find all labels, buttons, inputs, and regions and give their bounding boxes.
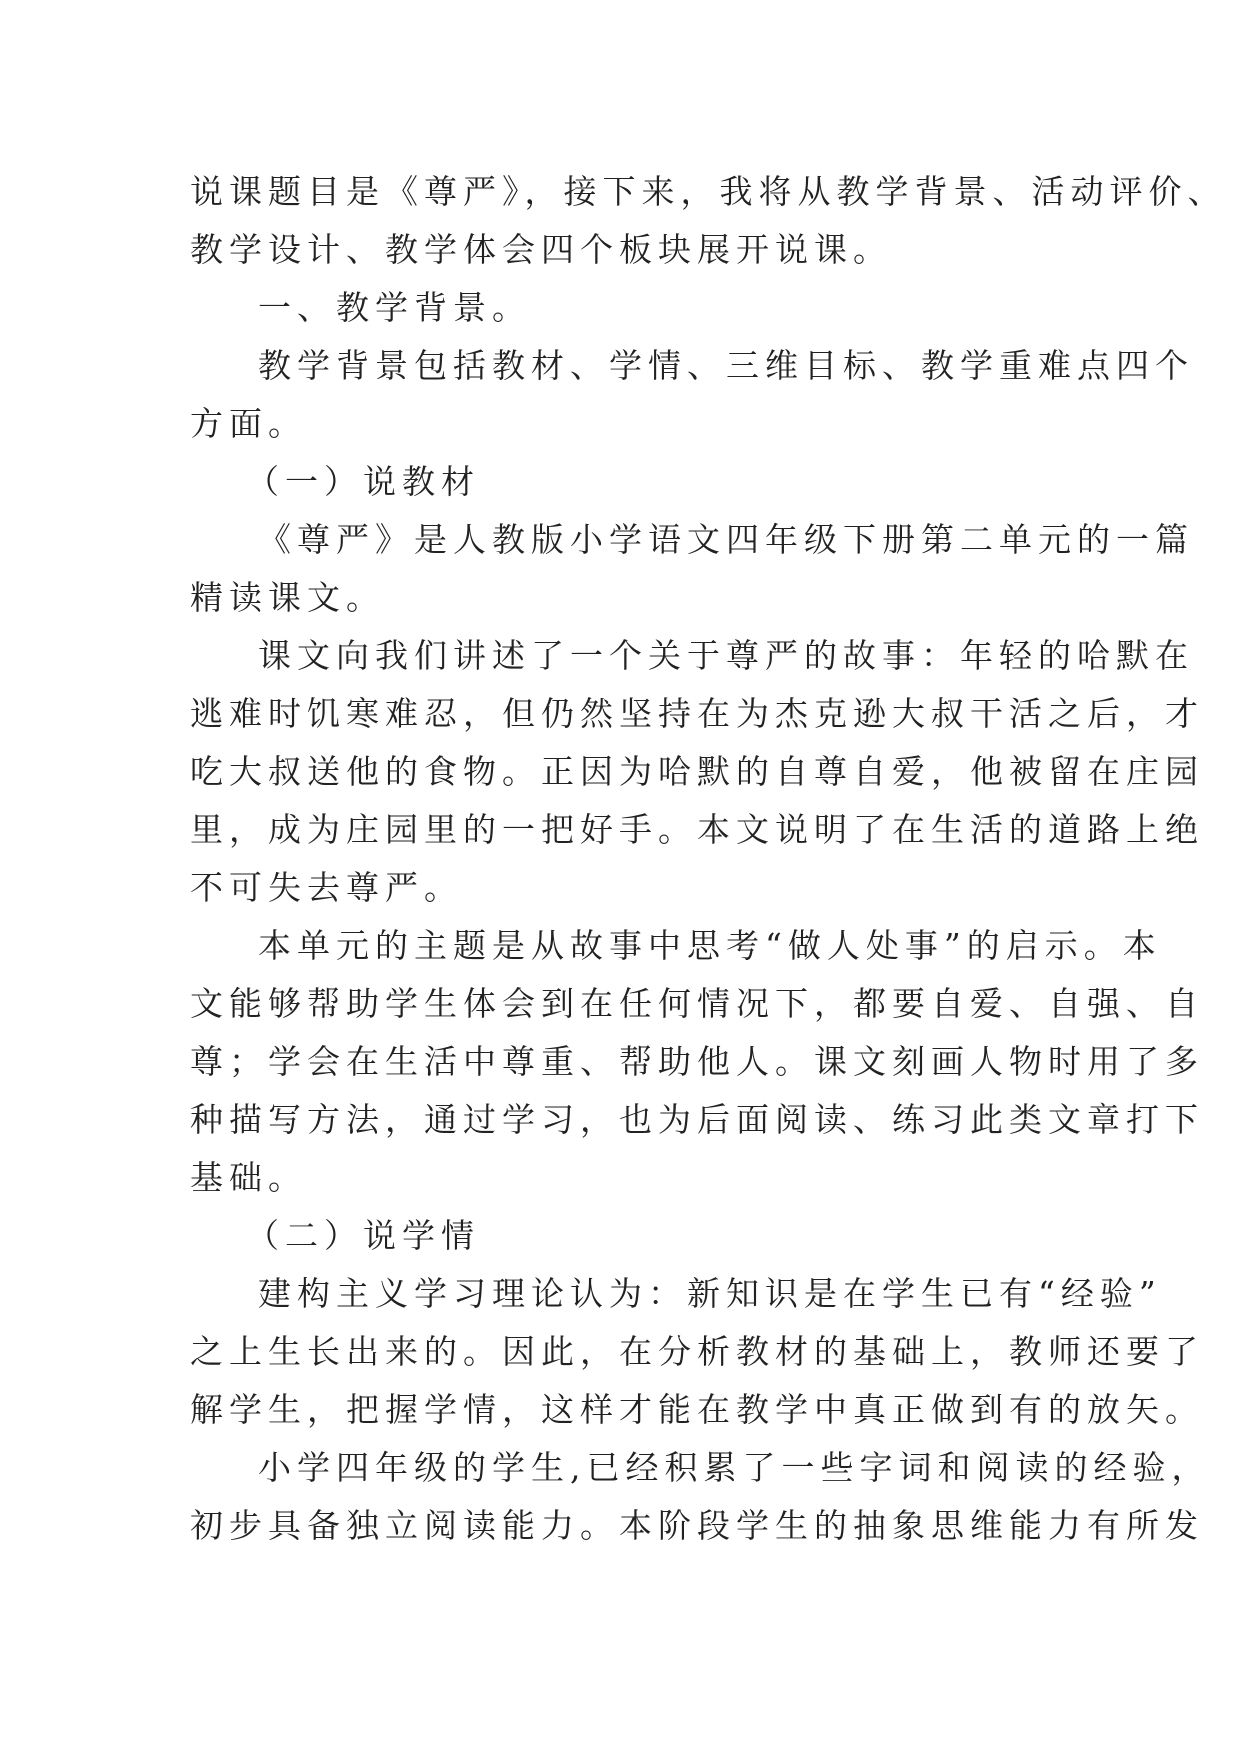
text-line: 种描写方法，通过学习，也为后面阅读、练习此类文章打下: [190, 1100, 1204, 1139]
text-line: 说课题目是《尊严》，接下来，我将从教学背景、活动评价、: [190, 172, 1227, 211]
text-line: 逃难时饥寒难忍，但仍然坚持在为杰克逊大叔干活之后，才: [190, 694, 1204, 733]
text-line: 教学设计、教学体会四个板块展开说课。: [190, 230, 892, 269]
text-line: 教学背景包括教材、学情、三维目标、教学重难点四个: [258, 346, 1194, 385]
text-line: 精读课文。: [190, 578, 385, 617]
text-line: 课文向我们讲述了一个关于尊严的故事：年轻的哈默在: [258, 636, 1194, 675]
text-line: 尊；学会在生活中尊重、帮助他人。课文刻画人物时用了多: [190, 1042, 1204, 1081]
text-line: 解学生，把握学情，这样才能在教学中真正做到有的放矢。: [190, 1390, 1204, 1429]
text-line: 本单元的主题是从故事中思考“做人处事”的启示。本: [258, 926, 1162, 965]
text-line: 之上生长出来的。因此，在分析教材的基础上，教师还要了: [190, 1332, 1204, 1371]
text-line: 方面。: [190, 404, 307, 443]
text-line: 建构主义学习理论认为：新知识是在学生已有“经验”: [258, 1274, 1162, 1313]
text-line: 不可失去尊严。: [190, 868, 463, 907]
text-line: 里，成为庄园里的一把好手。本文说明了在生活的道路上绝: [190, 810, 1204, 849]
section-heading: 一、教学背景。: [258, 288, 531, 327]
document-body: [190, 163, 1227, 1555]
text-line: 《尊严》是人教版小学语文四年级下册第二单元的一篇: [258, 520, 1194, 559]
subsection-heading: （二）说学情: [246, 1216, 480, 1255]
text-line: 基础。: [190, 1158, 307, 1197]
subsection-heading: （一）说教材: [246, 462, 480, 501]
text-line: 文能够帮助学生体会到在任何情况下，都要自爱、自强、自: [190, 984, 1204, 1023]
text-line: 初步具备独立阅读能力。本阶段学生的抽象思维能力有所发: [190, 1506, 1204, 1545]
text-line: 小学四年级的学生,已经积累了一些字词和阅读的经验，: [258, 1448, 1211, 1487]
text-line: 吃大叔送他的食物。正因为哈默的自尊自爱，他被留在庄园: [190, 752, 1204, 791]
